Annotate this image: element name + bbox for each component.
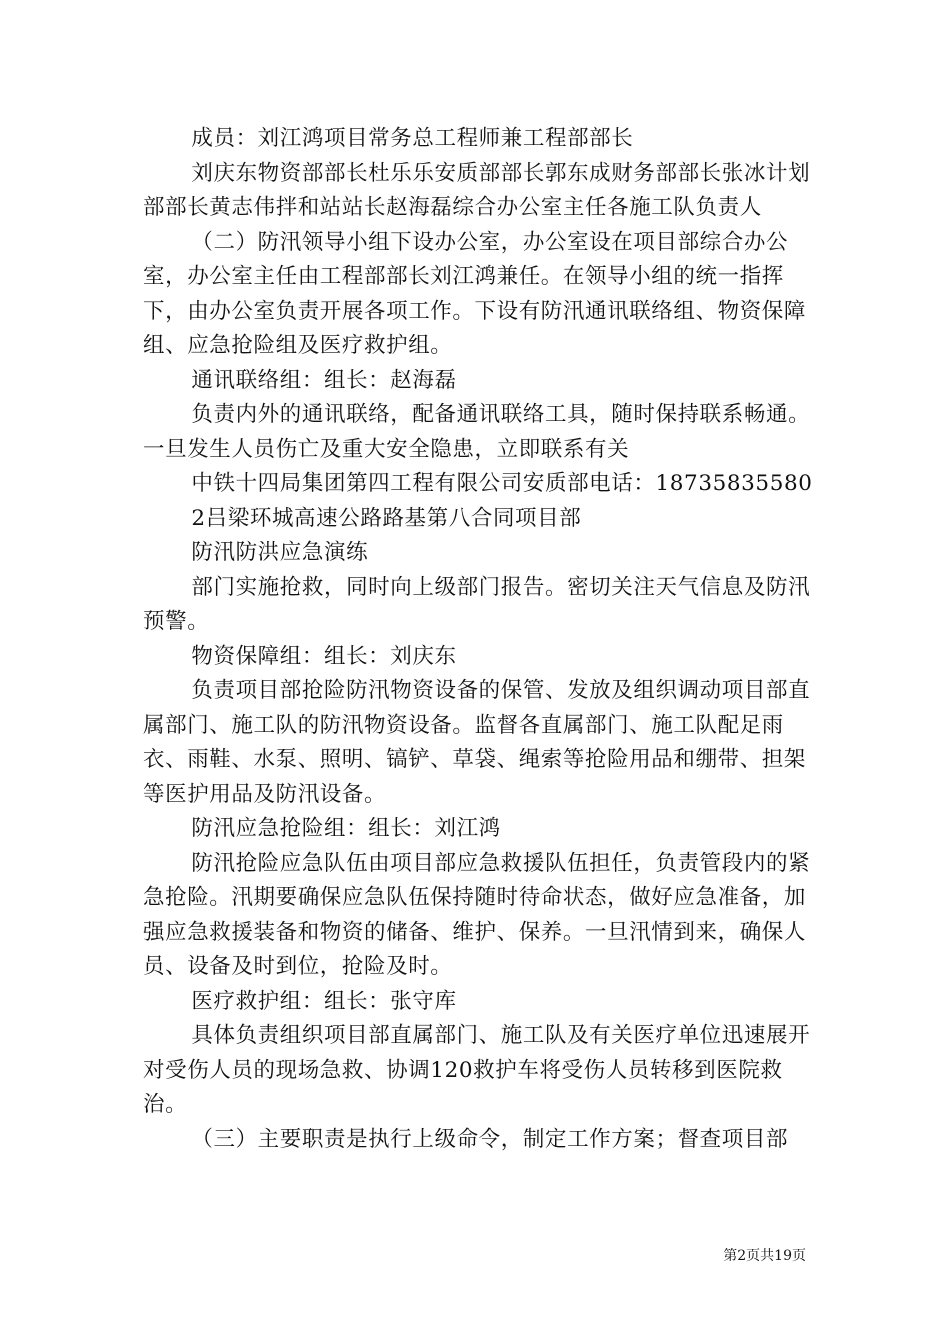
paragraph-rescue-group-duty: 防汛抢险应急队伍由项目部应急救援队伍担任，负责管段内的紧急抢险。汛期要确保应急队伍保持随时待命状态，做好应急准备，加强应急救援装备和物资的储备、维护、保养。一旦汛情到来，确保人员、设备及时到位，抢险及时。 [143,850,811,979]
paragraph-company-phone: 中铁十四局集团第四工程有限公司安质部电话：18735835580 [191,471,813,496]
paragraph-drill-title: 防汛防洪应急演练 [191,540,369,565]
paragraph-supply-group-duty: 负责项目部抢险防汛物资设备的保管、发放及组织调动项目部直属部门、施工队的防汛物资设备。监督各直属部门、施工队配足雨衣、雨鞋、水泵、照明、镐铲、草袋、绳索等抢险用品和绷带、担架等医护用品及防汛设备。 [143,678,811,807]
page-number-footer: 第2页共19页 [723,1248,806,1264]
paragraph-member-list: 刘庆东物资部部长杜乐乐安质部部长郭东成财务部部长张冰计划部部长黄志伟拌和站站长赵海磊综合办公室主任各施工队负责人 [143,160,811,220]
paragraph-main-duties: （三）主要职责是执行上级命令，制定工作方案；督查项目部 [191,1126,789,1152]
paragraph-comm-group-heading: 通讯联络组：组长：赵海磊 [191,367,457,393]
document-body [143,122,823,1157]
paragraph-comm-group-duty: 负责内外的通讯联络，配备通讯联络工具，随时保持联系畅通。一旦发生人员伤亡及重大安全隐患，立即联系有关 [143,402,811,462]
paragraph-project-name: 2吕梁环城高速公路路基第八合同项目部 [191,505,582,531]
paragraph-rescue-group-heading: 防汛应急抢险组：组长：刘江鸿 [191,816,501,841]
paragraph-members: 成员：刘江鸿项目常务总工程师兼工程部部长 [191,126,634,151]
paragraph-medical-group-duty: 具体负责组织项目部直属部门、施工队及有关医疗单位迅速展开对受伤人员的现场急救、协调120救护车将受伤人员转移到医院救治。 [143,1023,811,1117]
paragraph-supply-group-heading: 物资保障组：组长：刘庆东 [191,643,457,669]
paragraph-medical-group-heading: 医疗救护组：组长：张守库 [191,988,457,1014]
paragraph-office-setup: （二）防汛领导小组下设办公室，办公室设在项目部综合办公室，办公室主任由工程部部长刘江鸿兼任。在领导小组的统一指挥下，由办公室负责开展各项工作。下设有防汛通讯联络组、物资保障组、应急抢险组及医疗救护组。 [143,229,807,358]
paragraph-rescue-report: 部门实施抢救，同时向上级部门报告。密切关注天气信息及防汛预警。 [143,574,811,634]
